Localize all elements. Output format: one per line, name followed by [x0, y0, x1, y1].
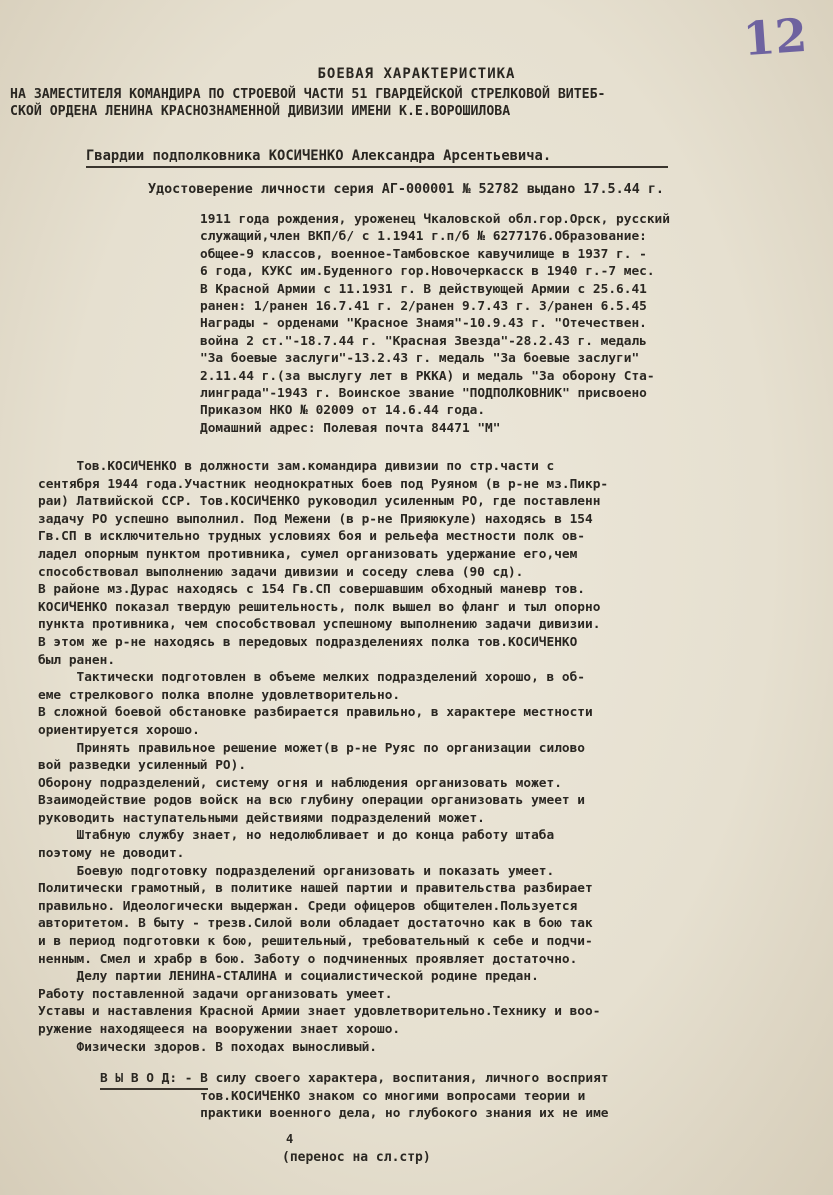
- name-underline: [86, 166, 668, 168]
- person-name-rank: Гвардии подполковника КОСИЧЕНКО Александра Арсентьевича.: [86, 148, 552, 164]
- footer-mark: 4: [286, 1132, 294, 1146]
- biography-block: 1911 года рождения, уроженец Чкаловской обл.гор.Орск, русский служащий,член ВКП/б/ с 1.1941 г.п/б № 6277176.Образование: общее-9 классов, военное-Тамбовское кавучилище в 1937 г. - 6 года, КУКС им.Буденного гор.Новочеркасск в 1940 г.-7 мес. В Красной Армии с 11.1931 г. В действующей Армии с 25.6.41 ранен: 1/ранен 16.7.41 г. 2/ранен 9.7.43 г. 3/ранен 6.5.45 Награды - орденами "Красное Знамя"-10.9.43 г. "Отечествен. война 2 ст."-18.7.44 г. "Красная Звезда"-28.2.43 г. медаль "За боевые заслуги"-13.2.43 г. медаль "За боевые заслуги" 2.11.44 г.(за выслугу лет в РККА) и медаль "За оборону Ста- линграда"-1943 г. Воинское звание "ПОДПОЛКОВНИК" присвоено Приказом НКО № 02009 от 14.6.44 года. Домашний адрес: Полевая почта 84471 "М": [200, 212, 670, 436]
- page-number-stamp: 12: [741, 7, 809, 67]
- id-document-line: Удостоверение личности серия АГ-000001 № 52782 выдано 17.5.44 г.: [148, 182, 664, 197]
- characteristic-body: Тов.КОСИЧЕНКО в должности зам.командира дивизии по стр.части с сентября 1944 года.Участник неоднократных боев под Руяном (в р-не мз.Пикр- раи) Латвийской ССР. Тов.КОСИЧЕНКО руководил усиленным РО, где поставленн задачу РО успешно выполнил. Под Межени (в р-не Прияюкуле) находясь в 154 Гв.СП в исключительно трудных условиях боя и рельефа местности полк ов- ладел опорным пунктом противника, сумел организовать удержание его,чем способствовал выполнению задачи дивизии и соседу слева (90 сд). В районе мз.Дурас находясь с 154 Гв.СП совершавшим обходный маневр тов. КОСИЧЕНКО показал твердую решительность, полк вышел во фланг и тыл опорно пункта противника, чем способствовал успешному выполнению задачи дивизии. В этом же р-не находясь в передовых подразделениях полка тов.КОСИЧЕНКО был ранен. Тактически подготовлен в объеме мелких подразделений хорошо, в об- еме стрелкового полка вполне удовлетворительно. В сложной боевой обстановке разбирается правильно, в характере местности ориентируется хорошо. Принять правильное решение может(в р-не Руяс по организации силово вой разведки усиленный РО). Оборону подразделений, систему огня и наблюдения организовать может. Взаимодействие родов войск на всю глубину операции организовать умеет и руководить наступательными действиями подразделений может. Штабную службу знает, но недолюбливает и до конца работу штаба поэтому не доводит. Боевую подготовку подразделений организовать и показать умеет. Политически грамотный, в политике нашей партии и правительства разбирает правильно. Идеологически выдержан. Среди офицеров общителен.Пользуется авторитетом. В быту - трезв.Силой воли обладает достаточно как в бою так и в период подготовки к бою, решительный, требовательный к себе и подчи- ненным. Смел и храбр в бою. Заботу о подчиненных проявляет достаточно. Делу партии ЛЕНИНА-СТАЛИНА и социалистической родине предан. Работу поставленной задачи организовать умеет. Уставы и наставления Красной Армии знает удовлетворительно.Технику и воо- ружение находящееся на вооружении знает хорошо. Физически здоров. В походах выносливый.: [38, 459, 609, 1055]
- conclusion-label-underline: [100, 1088, 208, 1090]
- continued-note: (перенос на сл.стр): [282, 1150, 431, 1165]
- document-subtitle: НА ЗАМЕСТИТЕЛЯ КОМАНДИРА ПО СТРОЕВОЙ ЧАСТИ 51 ГВАРДЕЙСКОЙ СТРЕЛКОВОЙ ВИТЕБ- СКОЙ ОРДЕНА ЛЕНИНА КРАСНОЗНАМЕННОЙ ДИВИЗИИ ИМЕНИ К.Е.ВОРОШИЛОВА: [10, 87, 606, 119]
- document-title: БОЕВАЯ ХАРАКТЕРИСТИКА: [317, 66, 516, 82]
- conclusion-block: В Ы В О Д: - В силу своего характера, воспитания, личного восприят тов.КОСИЧЕНКО знаком со многими вопросами теории и практики военного дела, но глубокого знания их не име: [100, 1071, 609, 1122]
